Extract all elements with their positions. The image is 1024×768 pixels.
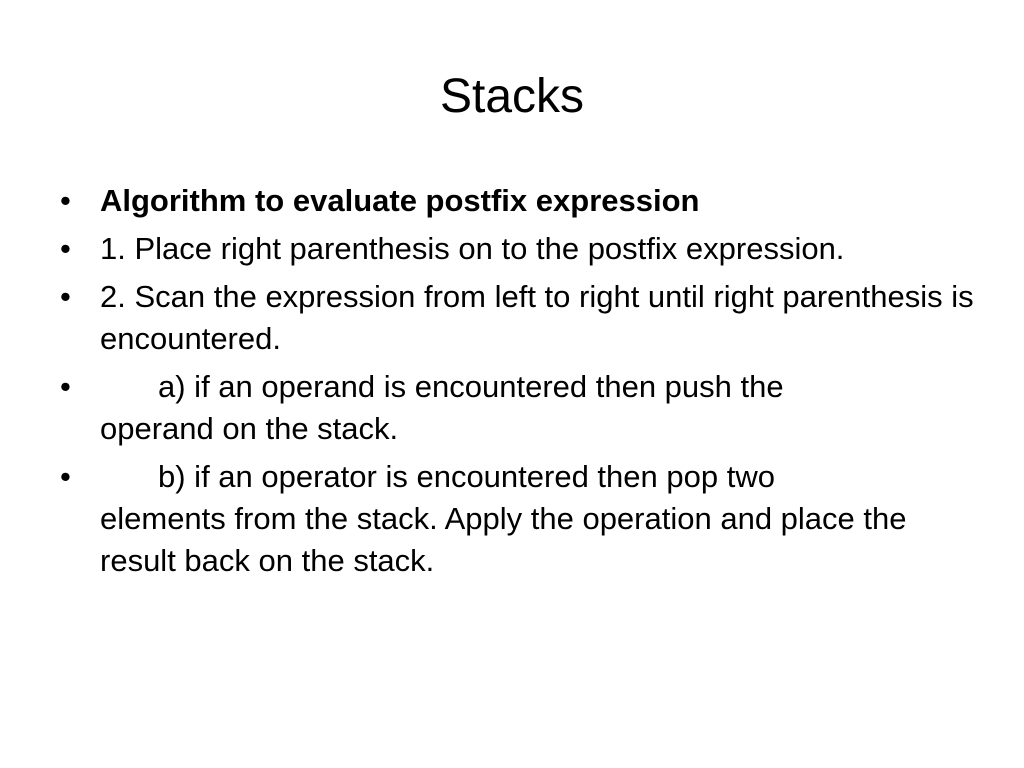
- bullet-item: [56, 180, 976, 222]
- bullet-text: operand on the stack.: [100, 411, 399, 446]
- bullet-dot-icon: •: [60, 369, 71, 404]
- bullet-text: 1. Place right parenthesis on to the postfix expression.: [100, 231, 845, 266]
- bullet-list: [56, 180, 976, 588]
- bullet-item: [56, 228, 976, 270]
- bullet-dot-icon: •: [60, 231, 71, 266]
- bullet-dot-icon: •: [60, 459, 71, 494]
- bullet-item: [56, 456, 976, 582]
- slide-title: Stacks: [439, 70, 585, 123]
- bullet-text: elements from the stack. Apply the operation and place the result back on the stack.: [100, 501, 907, 578]
- bullet-item: [56, 276, 976, 360]
- bullet-item: [56, 366, 976, 450]
- bullet-dot-icon: •: [60, 183, 71, 218]
- bullet-text: 2. Scan the expression from left to right until right parenthesis is encountered.: [100, 279, 974, 356]
- bullet-dot-icon: •: [60, 279, 71, 314]
- bullet-text: Algorithm to evaluate postfix expression: [100, 183, 700, 218]
- bullet-lead: b) if an operator is encountered then pop two: [158, 459, 775, 494]
- bullet-lead: a) if an operand is encountered then push the: [158, 369, 784, 404]
